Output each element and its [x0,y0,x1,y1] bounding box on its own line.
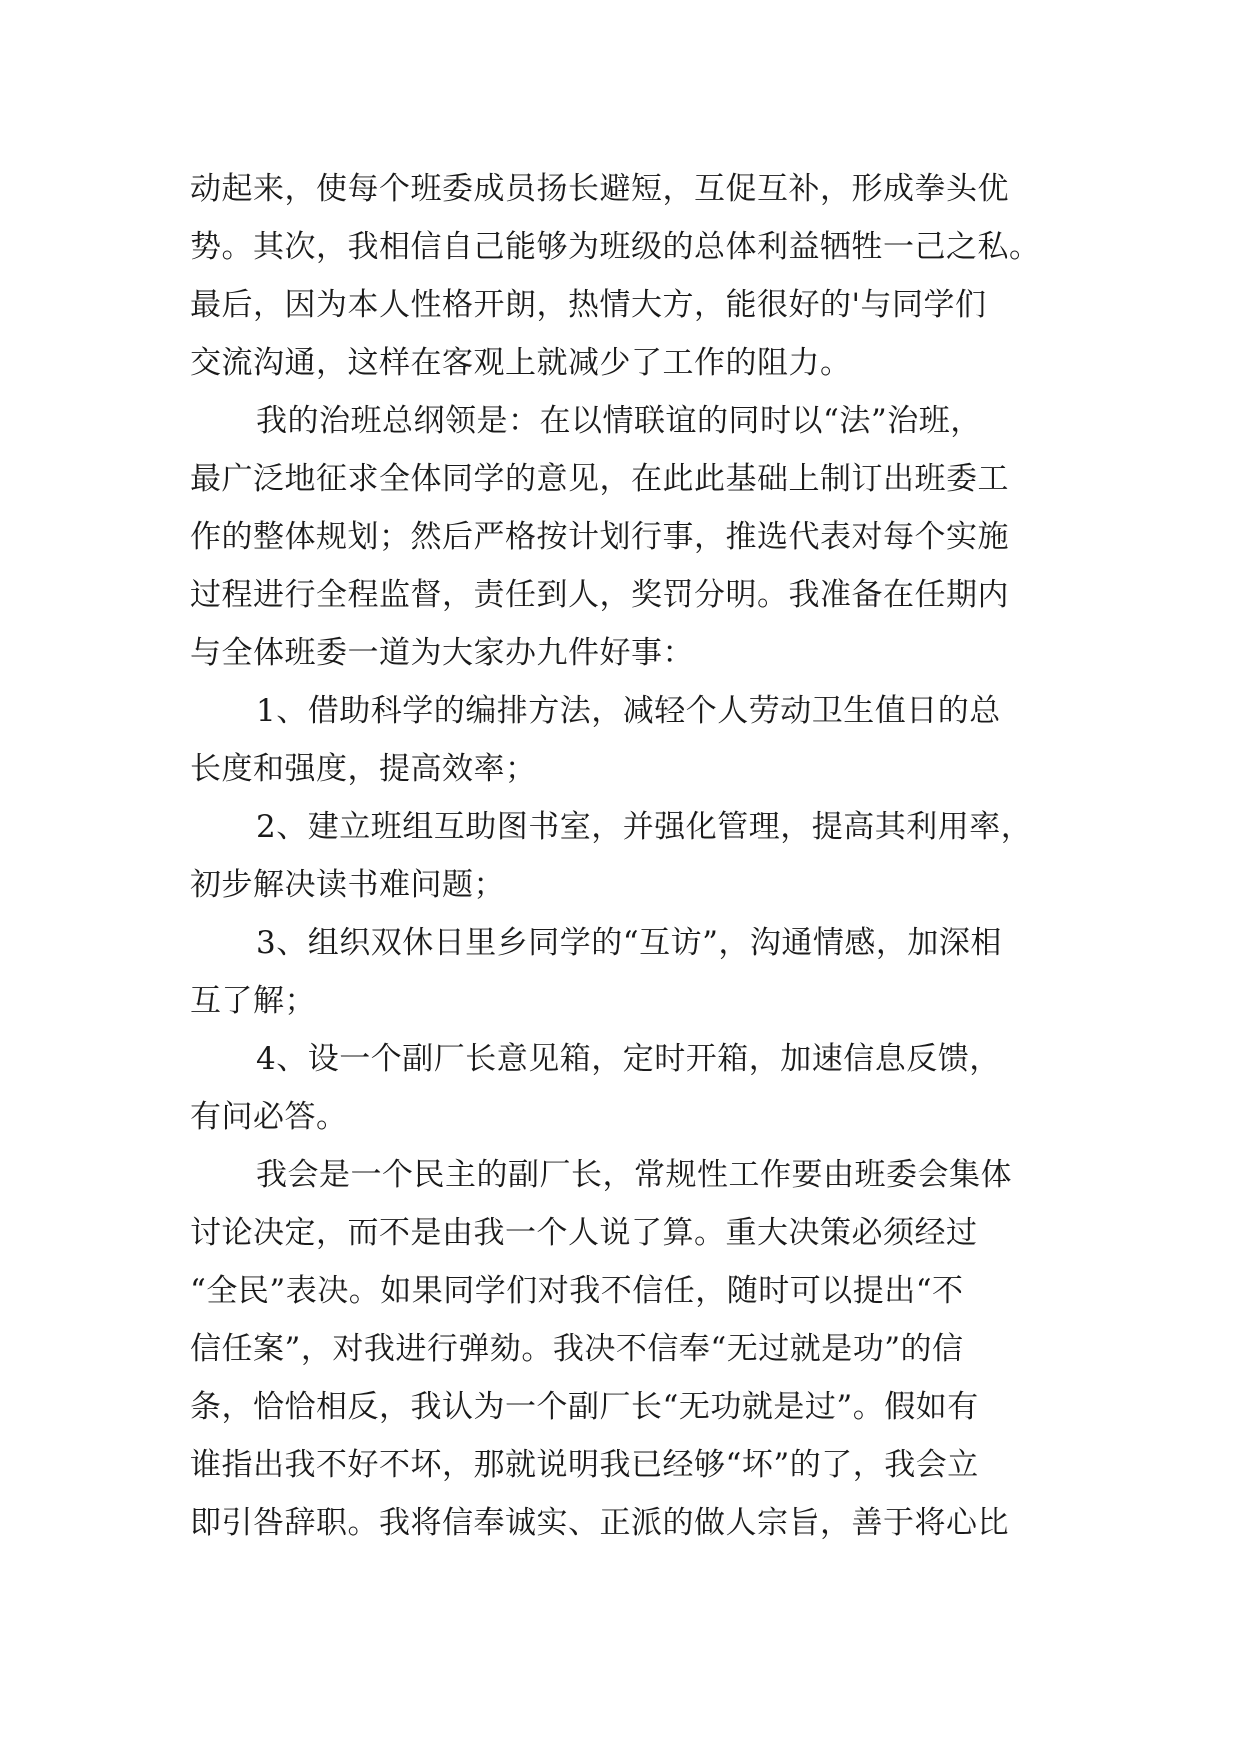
text-line: 有问必答。 [190,1099,348,1135]
text-line: 讨论决定，而不是由我一个人说了算。重大决策必须经过 [190,1215,978,1251]
body-text [190,160,1060,1552]
text-line: 最广泛地征求全体同学的意见，在此此基础上制订出班委工 [190,461,1009,497]
text-line: 势。其次，我相信自己能够为班级的总体利益牺牲一己之私。 [190,229,1041,265]
text-line: 我会是一个民主的副厂长，常规性工作要由班委会集体 [256,1157,1012,1193]
text-line: 即引咎辞职。我将信奉诚实、正派的做人宗旨，善于将心比 [190,1505,1009,1541]
text-line: 过程进行全程监督，责任到人，奖罚分明。我准备在任期内 [190,577,1009,613]
text-line: 2、建立班组互助图书室，并强化管理，提高其利用率， [256,809,1033,845]
text-line: 作的整体规划；然后严格按计划行事，推选代表对每个实施 [190,519,1009,555]
text-line: 长度和强度，提高效率； [190,751,537,787]
text-line: 4、设一个副厂长意见箱，定时开箱，加速信息反馈， [256,1041,1001,1077]
text-line: 动起来，使每个班委成员扬长避短，互促互补，形成拳头优 [190,171,1009,207]
text-line: 我的治班总纲领是：在以情联谊的同时以“法”治班， [256,403,982,439]
text-line: 最后，因为本人性格开朗，热情大方，能很好的'与同学们 [190,287,987,323]
text-line: 交流沟通，这样在客观上就减少了工作的阻力。 [190,345,852,381]
text-line: 条，恰恰相反，我认为一个副厂长“无功就是过”。假如有 [190,1389,979,1425]
text-line: “全民”表决。如果同学们对我不信任，随时可以提出“不 [190,1273,964,1309]
text-line: 信任案”，对我进行弹劾。我决不信奉“无过就是功”的信 [190,1331,964,1367]
text-line: 3、组织双休日里乡同学的“互访”，沟通情感，加深相 [256,925,1002,961]
text-line: 初步解决读书难问题； [190,867,505,903]
text-line: 互了解； [190,983,316,1019]
text-line: 1、借助科学的编排方法，减轻个人劳动卫生值日的总 [256,693,1001,729]
text-line: 谁指出我不好不坏，那就说明我已经够“坏”的了，我会立 [190,1447,979,1483]
text-line: 与全体班委一道为大家办九件好事： [190,635,694,671]
